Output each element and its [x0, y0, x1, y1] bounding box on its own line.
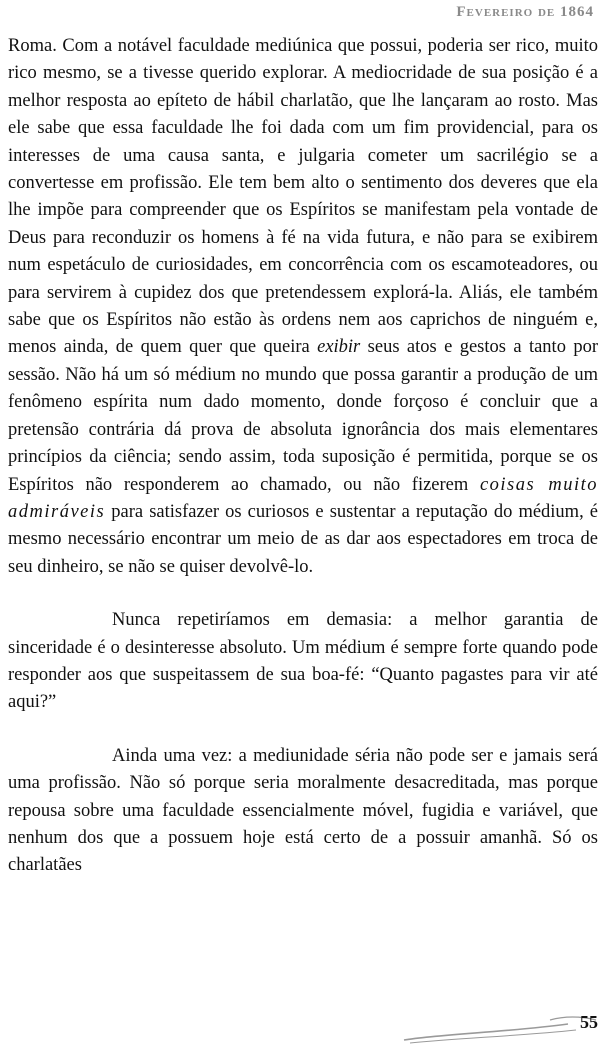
- page-number: 55: [580, 1012, 598, 1032]
- running-header: Fevereiro de 1864: [456, 4, 594, 20]
- page-footer: [0, 1010, 606, 1050]
- paragraph-1-text-c: para satisfazer os curiosos e sustentar a reputação do médium, é mesmo necessário encontrar um meio de as dar aos espectadores em troca de seu dinheiro, se não se quiser devolvê-lo.: [8, 501, 598, 577]
- paragraph-1: [8, 33, 598, 581]
- italic-term-coisas-muito-admiraveis: coisas muito admiráveis: [8, 474, 599, 522]
- paragraph-1-text-b: seus atos e gestos a tanto por sessão. Não há um só médium no mundo que possa garantir a produção de um fenômeno espírita num dado momento, donde forçoso é concluir que a pretensão contrária dá prova de absoluta ignorância dos mais elementares princípios da ciência; sendo assim, toda suposição é permitida, porque se os Espíritos não responderem ao chamado, ou não fizerem: [8, 337, 598, 495]
- page-body: [8, 33, 598, 880]
- paragraph-1-text-a: Roma. Com a notável faculdade mediúnica que possui, poderia ser rico, muito rico mesmo, se a tivesse querido explorar. A mediocridade de sua posição é a melhor resposta ao epíteto de hábil charlatão, que lhe lançaram ao rosto. Mas ele sabe que essa faculdade lhe foi dada com um fim providencial, para os interesses de uma causa santa, e julgaria cometer um sacrilégio se a convertesse em profissão. Ele tem bem alto o sentimento dos deveres que ela lhe impõe para compreender que os Espíritos se manifestam pela vontade de Deus para reconduzir os homens à fé na vida futura, e não para se exibirem num espetáculo de curiosidades, em concorrência com os escamoteadores, ou para servirem à cupidez dos que pretendessem explorá-la. Aliás, ele também sabe que os Espíritos não estão às ordens nem aos caprichos de ninguém e, menos ainda, de quem quer que queira: [8, 36, 598, 358]
- footer-swoosh-ornament: [400, 1010, 606, 1050]
- paragraph-2: Nunca repetiríamos em demasia: a melhor garantia de sinceridade é o desinteresse absoluto. Um médium é sempre forte quando pode responder aos que suspeitassem de sua boa-fé: “Quanto pagastes para vir até aqui?”: [8, 610, 598, 713]
- paragraph-3: Ainda uma vez: a mediunidade séria não pode ser e jamais será uma profissão. Não só porque seria moralmente desacreditada, mas porque repousa sobre uma faculdade essencialmente móvel, fugidia e variável, que nenhum dos que a possuem hoje está certo de a possuir amanhã. Só os charlatães: [8, 745, 598, 876]
- italic-term-exibir: exibir: [317, 337, 361, 358]
